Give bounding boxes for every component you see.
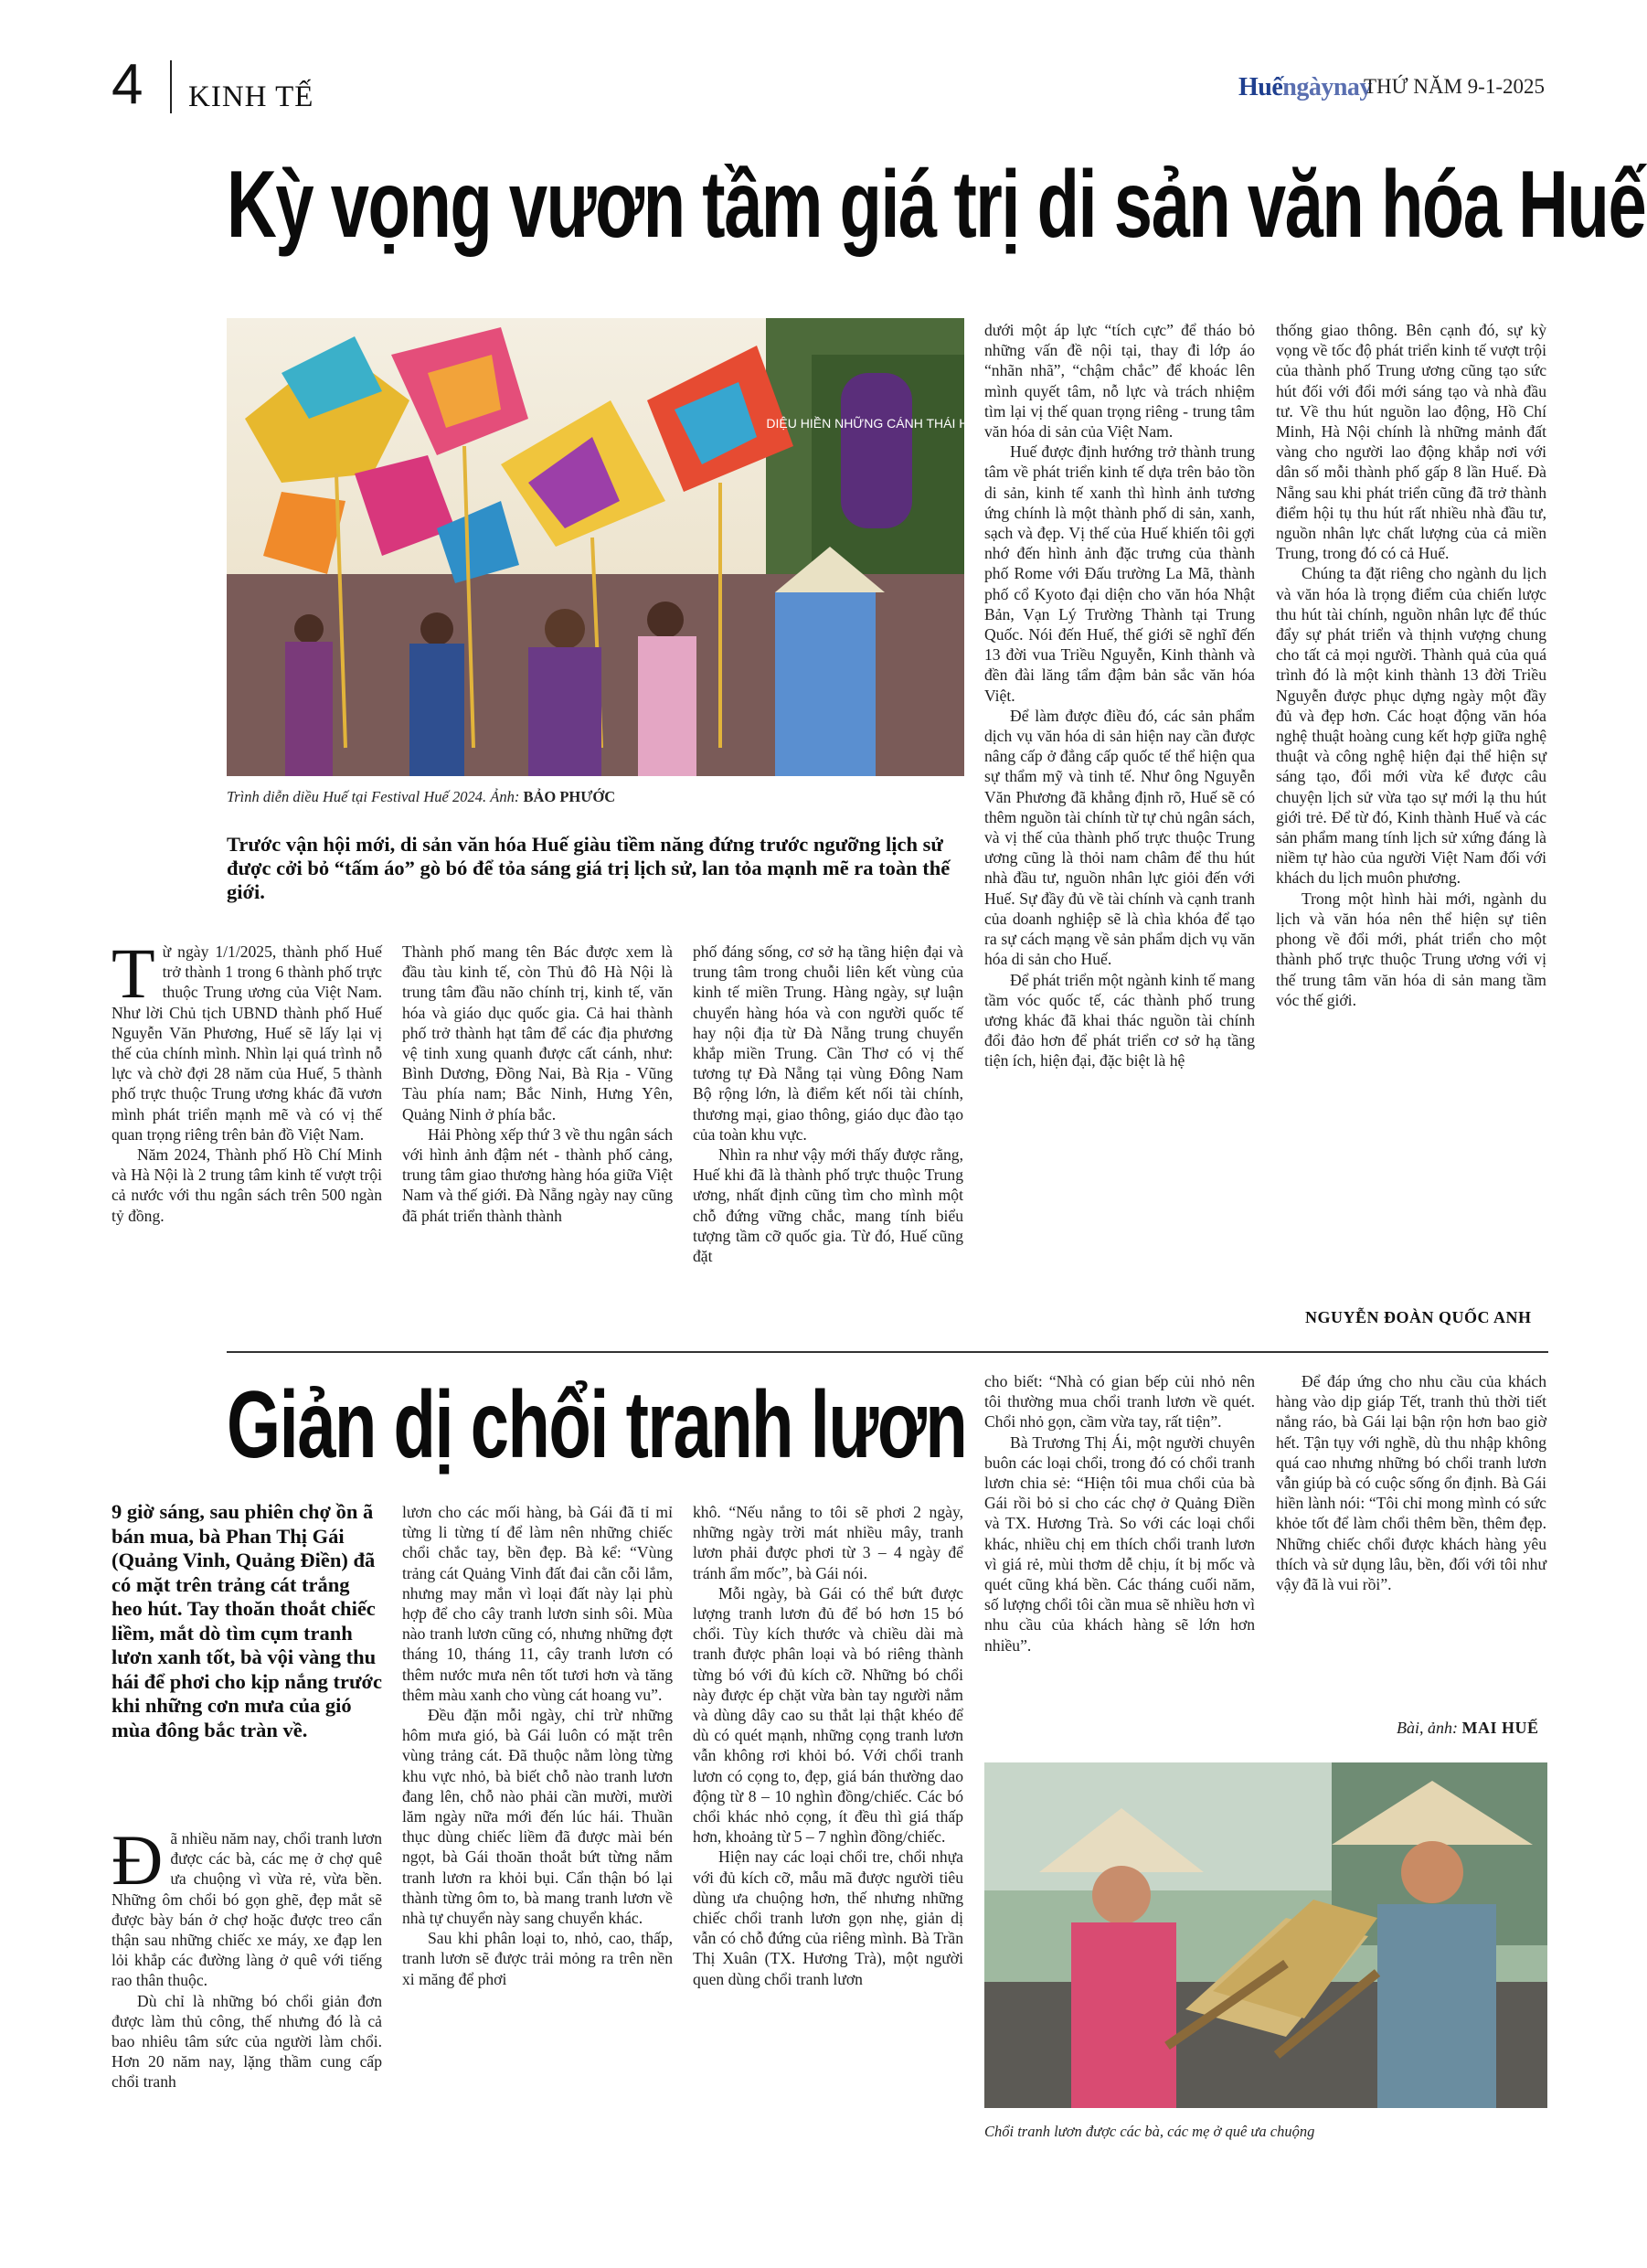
article1-headline: Kỳ vọng vươn tầm giá trị di sản văn hóa Huế — [227, 152, 1646, 258]
article2-column-2: lươn cho các mối hàng, bà Gái đã tỉ mỉ từng li từng tí để làm nên những chiếc chổi chắc tay, bền đẹp. Bà kể: “Vùng trảng cát Quảng Vinh đất đai cằn cỗi lắm, nhưng may mắn vì loại đất này lại phù hợp để cho cây tranh lươn sinh sôi. Mùa nào tranh lươn cũng có, nhưng những đợt tháng 10, tháng 11, cây tranh lươn có thêm nước mưa nên tốt tươi hơn và tăng thêm màu xanh cho vùng cát hoang vu”. Đều đặn mỗi ngày, chỉ trừ những hôm mưa gió, bà Gái luôn có mặt trên vùng trảng cát. Đã thuộc nằm lòng từng khu vực nhỏ, bà biết chỗ nào tranh lươn đang lên, chỗ nào phải cần mười, mười lăm ngày nữa mới đến lúc hái. Thuần thục dùng chiếc liềm đã được mài bén ngọt, bà Gái thoăn thoắt bứt từng nắm tranh lươn ra khỏi bụi. Cẩn thận bó lại thành từng ôm to, bà mang tranh lươn về nhà tự chuyển này sang chuyển khác. Sau khi phân loại to, nhỏ, cao, thấp, tranh lươn sẽ được trải mỏng ra trên nền xi măng để phơi — [402, 1503, 673, 1988]
article2-photo — [984, 1762, 1547, 2108]
article1-photo — [227, 318, 987, 776]
article2-column-4: cho biết: “Nhà có gian bếp củi nhỏ nên tôi thường mua chổi tranh lươn về quét. Chổi nhỏ gọn, cầm vừa tay, rất tiện”. Bà Trương Thị Ái, một người chuyên buôn các loại chổi, trong đó có chổi tranh lươn chia sẻ: “Hiện tôi mua chổi của bà Gái rồi bỏ sỉ cho các chợ ở Quảng Điền và TX. Hương Trà. So với các loại chổi khác, nhiều chị em thích chổi tranh lươn vì giá rẻ, mùi thơm dễ chịu, ít bị mốc và quét cũng khá bền. Các tháng cuối năm, số lượng chổi tôi cần mua sẽ nhiều hơn vì nhu cầu của khách hàng sẽ lớn hơn nhiều”. — [984, 1372, 1255, 1655]
festival-sign — [841, 373, 912, 528]
article1-column-2: Thành phố mang tên Bác được xem là đầu tàu kinh tế, còn Thủ đô Hà Nội là trung tâm đầu não chính trị, kinh tế, văn hóa và giáo dục quốc gia. Cả hai thành phố trở thành hạt tâm để các địa phương vệ tinh xung quanh được cất cánh, như: Bình Dương, Đồng Nai, Bà Rịa - Vũng Tàu phía nam; Bắc Ninh, Hưng Yên, Quảng Ninh ở phía bắc. Hải Phòng xếp thứ 3 về thu ngân sách với hình ảnh đậm nét - thành phố cảng, trung tâm giao thương hàng hóa giữa Việt Nam và thế giới. Đà Nẵng ngày nay cũng đã phát triển thành thành — [402, 942, 673, 1225]
article2-lead: 9 giờ sáng, sau phiên chợ ồn ã bán mua, bà Phan Thị Gái (Quảng Vinh, Quảng Điền) đã có mặt trên trảng cát trắng heo hút. Tay thoăn thoắt chiếc liềm, mắt dò tìm cụm tranh lươn xanh tốt, bà vội vàng thu hái để phơi cho kịp nắng trước khi những cơn mưa của gió mùa đông bắc tràn về. — [112, 1500, 382, 1741]
article1-byline: NGUYỄN ĐOÀN QUỐC ANH — [1305, 1308, 1532, 1326]
article2-column-5: Để đáp ứng cho nhu cầu của khách hàng vào dịp giáp Tết, tranh thủ thời tiết nắng ráo, bà Gái lại bận rộn hơn bao giờ hết. Tận tụy với nghề, dù thu nhập không quá cao nhưng những bó chổi tranh lươn vẫn giúp bà có cuộc sống ổn định. Bà Gái hiền lành nói: “Tôi chỉ mong mình có sức khỏe tốt để làm chổi thêm bền, thêm đẹp. Những chiếc chổi được khách hàng yêu thích và sử dụng lâu, bền, đối với tôi như vậy đã là vui rồi”. — [1276, 1372, 1546, 1594]
article1-column-4: dưới một áp lực “tích cực” để tháo bỏ những vấn đề nội tại, thay đi lớp áo “nhãn nhã”, “chậm chắc” để khoác lên mình quyết tâm, nỗ lực và trách nhiệm tìm lại vị thế quan trọng riêng - trung tâm văn hóa di sản của Việt Nam. Huế được định hướng trở thành trung tâm về phát triển kinh tế dựa trên bảo tồn di sản, kinh tế xanh thì hình ảnh tương ứng chính là một thành phố di sản, xanh, sạch và đẹp. Vị thế của Huế khiến tôi gợi nhớ đến hình ảnh đặc trưng của thành phố Rome với Đấu trường La Mã, thành phố cổ Kyoto đại diện cho văn hóa Nhật Bản, Vạn Lý Trường Thành tại Trung Quốc. Nói đến Huế, thế giới sẽ nghĩ đến 13 đời vua Triều Nguyễn, Kinh thành và đền đài lăng tẩm đậm bản sắc văn hóa Việt. Để làm được điều đó, các sản phẩm dịch vụ văn hóa di sản hiện nay cần được nâng cấp ở đẳng cấp quốc tế thể hiện qua sự thẩm mỹ và tinh tế. Như ông Nguyễn Văn Phương đã khẳng định rõ, Huế sẽ có thêm nguồn tài chính từ tự chủ ngân sách, và vị thế của thành phố trực thuộc Trung ương cũng là thỏi nam châm để thu hút nhà đầu tư, nguồn nhân lực giỏi đến với Huế. Sự đầy đủ về tài chính và cạnh tranh của doanh nghiệp sẽ là chìa khóa để tạo ra sự cách mạng về sản phẩm dịch vụ văn hóa di sản cho Huế. Để phát triển một ngành kinh tế mang tầm vóc quốc tế, các thành phố trung ương khác đã khai thác nguồn tài chính đổi đảo hơn để phát triển cơ sở hạ tầng tiện ích, hiện đại, đặc biệt là hệ — [984, 321, 1255, 1070]
dropcap: T — [112, 933, 155, 1013]
article2-column-1: Đ ã nhiều năm nay, chổi tranh lươn được các bà, các mẹ ở chợ quê ưa chuộng vì vừa rẻ, vừa bền. Những ôm chổi bó gọn ghẽ, đẹp mắt sẽ được bày bán ở chợ hoặc được treo cẩn thận sau những chiếc xe máy, xe đạp len lỏi khắp các đường làng ở quê với tiếng rao thân thuộc. Dù chỉ là những bó chổi giản đơn được làm thủ công, thế nhưng đó là cả bao nhiêu tâm sức của người làm chổi. Hơn 20 năm nay, lặng thầm cung cấp chổi tranh — [112, 1820, 382, 2092]
article-divider — [227, 1351, 1548, 1353]
article1-column-3: phố đáng sống, cơ sở hạ tầng hiện đại và trung tâm trong chuỗi liên kết vùng của kinh tế miền Trung. Hàng ngày, sự luận chuyển hàng hóa và con người quốc tế hay nội địa từ Đà Nẵng trung chuyển khắp miền Trung. Cần Thơ có vị thế tương tự Đà Nẵng tại vùng Đông Nam Bộ rộng lớn, là điểm kết nối tài chính, thương mại, giao thông, giáo dục đào tạo của toàn khu vực. Nhìn ra như vậy mới thấy được rằng, Huế khi đã là thành phố trực thuộc Trung ương, nhất định cũng tìm cho mình một chỗ đứng vững chắc, mang tính biểu tượng tầm cỡ quốc gia. Từ đó, Huế cũng đặt — [693, 942, 963, 1266]
page-number: 4 — [112, 53, 143, 116]
article1-column-5: thống giao thông. Bên cạnh đó, sự kỳ vọng về tốc độ phát triển kinh tế vượt trội của thành phố Trung ương cũng tạo sức hút đối với đổi mới sáng tạo và nhà đầu tư. Về thu hút nguồn lao động, Hồ Chí Minh, Hà Nội chính là những mảnh đất vàng cho người lao động khắp nơi với dân số mỗi thành phố gấp 8 lần Huế. Đà Nẵng sau khi phát triển cũng đã trở thành điểm hội tụ thu hút rất nhiều nhà đầu tư, nguồn nhân lực chất lượng của cả miền Trung, trong đó có cả Huế. Chúng ta đặt riêng cho ngành du lịch và văn hóa là trọng điểm của chiến lược thu hút tài chính, nguồn nhân lực để thúc đẩy sự phát triển và thịnh vượng chung cho tất cả mọi người. Thành quả của quá trình đó là một kinh thành 13 đời Triều Nguyễn được phục dựng ngày một đầy đủ và đẹp hơn. Các hoạt động văn hóa nghệ thuật hoàng cung kết hợp giữa nghệ thuật và công nghệ hiện đại thể hiện sự sáng tạo, đổi mới vừa kể được câu chuyện lịch sử vừa tạo sự mới lạ thu hút giới trẻ. Để từ đó, Kinh thành Huế và các sản phẩm mang tính lịch sử xứng đáng là niềm tự hào của người Việt Nam đối với khách du lịch muôn phương. Trong một hình hài mới, ngành du lịch và văn hóa nên thể hiện sự tiên phong về đổi mới, phát triển cho một thành phố trực thuộc Trung ương với vị thế trung tâm văn hóa di sản mang tầm vóc thế giới. — [1276, 321, 1546, 1009]
article2-byline: Bài, ảnh: MAI HUẾ — [1397, 1719, 1539, 1737]
dropcap: Đ — [112, 1820, 164, 1900]
header-divider — [170, 60, 172, 113]
article1-photo-caption: Trình diễn diều Huế tại Festival Huế 2024. Ảnh: BẢO PHƯỚC — [227, 788, 616, 805]
article2-column-3: khô. “Nếu nắng to tôi sẽ phơi 2 ngày, những ngày trời mát nhiều mây, tranh lươn phải được phơi từ 3 – 4 ngày để tránh ẩm mốc”, bà Gái nói. Mỗi ngày, bà Gái có thể bứt được lượng tranh lươn đủ để bó hơn 15 bó chổi. Tùy kích thước và chiều dài mà tranh được phân loại và bó riêng thành từng bó với đủ kích cỡ. Những bó chổi này được ép chặt vừa bàn tay người nắm và dùng dây cao su thắt lại thật khéo để dù có quét mạnh, những cọng tranh lươn vẫn không rơi khỏi bó. Với chổi tranh lươn có cọng to, đẹp, giá bán thường dao động từ 8 – 10 nghìn đồng/chiếc. Các bó chổi khác nhỏ cọng, ít đều thì giá thấp hơn, khoảng từ 5 – 7 nghìn đồng/chiếc. Hiện nay các loại chổi tre, chổi nhựa với đủ kích cỡ, mẫu mã được người tiêu dùng ưa chuộng hơn, thế nhưng những chiếc chổi tranh lươn gọn nhẹ, giản dị vẫn có chỗ đứng của riêng mình. Bà Trần Thị Xuân (TX. Hương Trà), một người quen dùng chổi tranh lươn — [693, 1503, 963, 1988]
kite-festival-image — [227, 318, 987, 776]
article2-headline: Giản dị chổi tranh lươn — [227, 1372, 967, 1478]
section-title: KINH TẾ — [188, 80, 314, 113]
article1-lead: Trước vận hội mới, di sản văn hóa Huế giàu tiềm năng đứng trước ngưỡng lịch sử được cởi bỏ “tấm áo” gò bó để tỏa sáng giá trị lịch sử, lan tỏa mạnh mẽ ra toàn thế giới. — [227, 833, 951, 903]
article2-photo-caption: Chổi tranh lươn được các bà, các mẹ ở quê ưa chuộng — [984, 2123, 1315, 2140]
festival-sign-text: DIỆU HIỀN NHỮNG CÁNH THÁI HÒA — [766, 416, 987, 431]
issue-date: THỨ NĂM 9-1-2025 — [1364, 75, 1545, 98]
masthead-logo: Huếngàynay — [1238, 73, 1372, 101]
article1-column-1: T ừ ngày 1/1/2025, thành phố Huế trở thành 1 trong 6 thành phố trực thuộc Trung ương của Việt Nam. Như lời Chủ tịch UBND thành phố Huế Nguyễn Văn Phương, Huế sẽ lấy lại vị thế của chính mình. Nhìn lại quá trình nỗ lực và chờ đợi 28 năm của Huế, 5 thành phố trực thuộc Trung ương khác đã vươn mình phát triển mạnh mẽ và có vị thế quan trọng riêng trên bản đồ Việt Nam. Năm 2024, Thành phố Hồ Chí Minh và Hà Nội là 2 trung tâm kinh tế vượt trội cả nước với thu ngân sách trên 500 ngàn tỷ đồng. — [112, 933, 382, 1225]
broom-sellers-image — [984, 1762, 1547, 2108]
